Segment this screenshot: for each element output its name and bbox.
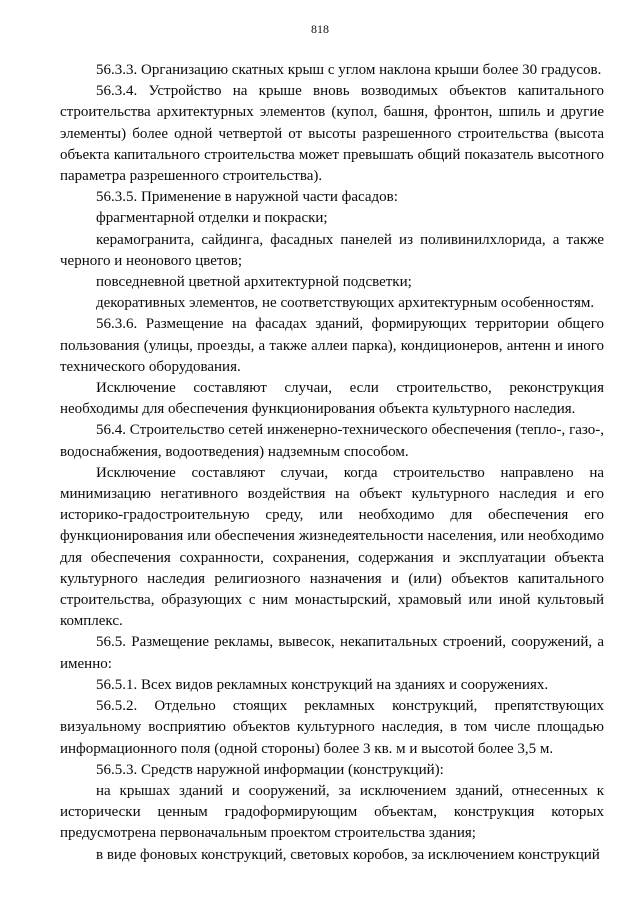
paragraph: 56.5.1. Всех видов рекламных конструкций на зданиях и сооружениях. [96,676,549,693]
paragraph: 56.5. Размещение рекламы, вывесок, некапитальных строений, сооружений, а именно: [60,634,604,672]
paragraph: повседневной цветной архитектурной подсветки; [96,274,412,291]
paragraph: Исключение составляют случаи, когда строительство направлено на минимизацию негативного воздействия на объект культурного наследия и его историко-градостроительную среду, или необходимо для обеспечения его функционирования или обеспечения жизнедеятельности населения, или необходимо для обеспечения сохранности, сохранения, содержания и эксплуатации объекта культурного наследия религиозного назначения и (или) объектов капитального строительства, образующих с ним монастырский, храмовый или иной культовый комплекс. [60,464,604,630]
paragraph: 56.5.2. Отдельно стоящих рекламных конструкций, препятствующих визуальному восприятию объектов культурного наследия, в том числе площадью информационного поля (одной стороны) более 3 кв. м и высотой более 3,5 м. [60,698,604,757]
paragraph: керамогранита, сайдинга, фасадных панелей из поливинилхлорида, а также черного и неонового цветов; [60,231,604,269]
paragraph: 56.3.3. Организацию скатных крыш с углом наклона крыши более 30 градусов. [96,62,602,78]
paragraph: 56.5.3. Средств наружной информации (конструкций): [96,761,444,778]
paragraph: 56.3.6. Размещение на фасадах зданий, формирующих территории общего пользования (улицы, проезды, а также аллеи парка), кондиционеров, антенн и иного технического оборудования. [60,316,604,375]
paragraph: на крышах зданий и сооружений, за исключением зданий, отнесенных к исторически ценным градоформирующим объектам, конструкция которых предусмотрена первоначальным проектом строительства здания; [60,782,604,842]
paragraph: 56.4. Строительство сетей инженерно-технического обеспечения (тепло-, газо-, водоснабжения, водоотведения) надземным способом. [60,422,604,460]
paragraph: декоративных элементов, не соответствующих архитектурным особенностям. [96,295,595,312]
paragraph: 56.3.5. Применение в наружной части фасадов: [96,189,398,206]
paragraph: 56.3.4. Устройство на крыше вновь возводимых объектов капитального строительства архитектурных элементов (купол, башня, фронтон, шпиль и другие элементы) более одной четвертой от высоты разрешенного строительства (высота объекта капитального строительства может превышать общий показатель высотного параметра разрешенного строительства). [60,83,604,185]
page-number: 818 [311,22,329,36]
paragraph: фрагментарной отделки и покраски; [96,210,328,227]
document-body [60,60,604,866]
paragraph: Исключение составляют случаи, если строительство, реконструкция необходимы для обеспечения функционирования объекта культурного наследия. [60,380,604,418]
paragraph: в виде фоновых конструкций, световых коробов, за исключением конструкций [96,846,600,863]
